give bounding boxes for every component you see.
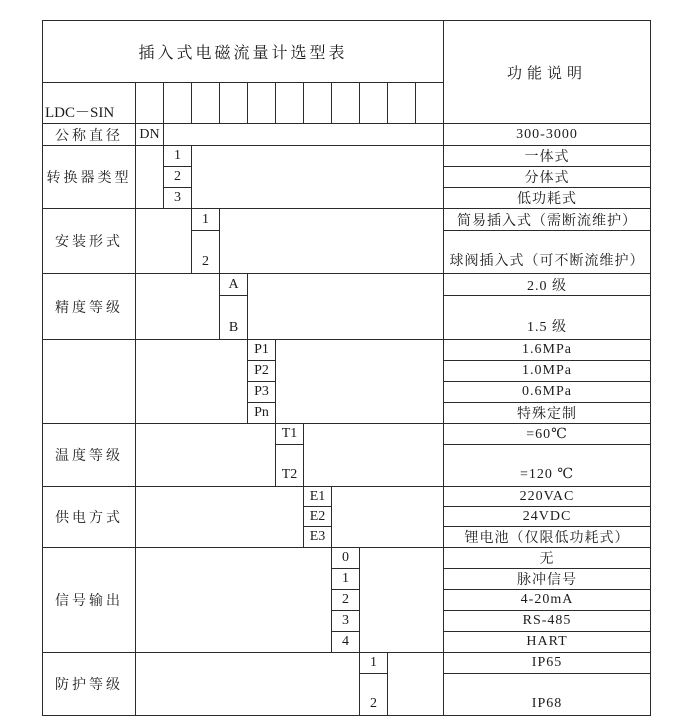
spacer-cell (304, 424, 444, 487)
spacer-cell (136, 340, 248, 424)
model-prefix: LDC－SIN (43, 83, 136, 124)
spacer-cell (136, 487, 304, 548)
spacer-cell (276, 340, 444, 424)
desc-cell: 锂电池（仅限低功耗式） (444, 527, 651, 548)
code-cell: 2 (192, 231, 220, 274)
model-code-box (276, 83, 304, 124)
function-header: 功能说明 (444, 21, 651, 124)
table-title: 插入式电磁流量计选型表 (43, 21, 444, 83)
code-cell: 3 (164, 188, 192, 209)
code-cell: E3 (304, 527, 332, 548)
model-code-box (220, 83, 248, 124)
group-label-converter-type: 转换器类型 (43, 146, 136, 209)
model-code-box (360, 83, 388, 124)
code-cell: P2 (248, 361, 276, 382)
desc-cell: 低功耗式 (444, 188, 651, 209)
desc-cell: =60℃ (444, 424, 651, 445)
code-cell: 3 (332, 611, 360, 632)
desc-cell: IP65 (444, 653, 651, 674)
code-cell: 1 (192, 209, 220, 231)
code-cell: T1 (276, 424, 304, 445)
spacer-cell (220, 209, 444, 274)
desc-cell: 300-3000 (444, 124, 651, 146)
code-cell: 1 (332, 569, 360, 590)
code-cell: 2 (164, 167, 192, 188)
group-label-diameter: 公称直径 (43, 124, 136, 146)
model-code-box (304, 83, 332, 124)
desc-cell: 分体式 (444, 167, 651, 188)
code-cell: 1 (164, 146, 192, 167)
code-cell: 0 (332, 548, 360, 569)
desc-cell: 脉冲信号 (444, 569, 651, 590)
desc-cell: 1.5 级 (444, 296, 651, 340)
spacer-cell (136, 274, 220, 340)
model-code-box (416, 83, 444, 124)
code-cell: DN (136, 124, 164, 146)
spacer-cell (136, 209, 192, 274)
spacer-cell (360, 548, 444, 653)
desc-cell: 2.0 级 (444, 274, 651, 296)
group-label-signal-output: 信号输出 (43, 548, 136, 653)
model-code-box (136, 83, 164, 124)
selection-table (42, 20, 651, 716)
desc-cell: 球阀插入式（可不断流维护） (444, 231, 651, 274)
code-cell: E1 (304, 487, 332, 507)
spacer-cell (136, 653, 360, 716)
desc-cell: IP68 (444, 674, 651, 716)
group-label-protection: 防护等级 (43, 653, 136, 716)
desc-cell: 4-20mA (444, 590, 651, 611)
model-code-box (192, 83, 220, 124)
desc-cell: 1.6MPa (444, 340, 651, 361)
spacer-cell (388, 653, 444, 716)
spacer-cell (136, 424, 276, 487)
desc-cell: =120 ℃ (444, 445, 651, 487)
desc-cell: 24VDC (444, 507, 651, 527)
model-code-box (248, 83, 276, 124)
desc-cell: 1.0MPa (444, 361, 651, 382)
desc-cell: HART (444, 632, 651, 653)
code-cell: 2 (332, 590, 360, 611)
code-cell: P1 (248, 340, 276, 361)
code-cell: B (220, 296, 248, 340)
code-cell: 1 (360, 653, 388, 674)
model-code-box (164, 83, 192, 124)
desc-cell: 无 (444, 548, 651, 569)
code-cell: E2 (304, 507, 332, 527)
desc-cell: 简易插入式（需断流维护） (444, 209, 651, 231)
spacer-cell (192, 146, 444, 209)
code-cell: 2 (360, 674, 388, 716)
spacer-cell (164, 124, 444, 146)
spacer-cell (248, 274, 444, 340)
desc-cell: 一体式 (444, 146, 651, 167)
group-label-power-supply: 供电方式 (43, 487, 136, 548)
group-label-pressure (43, 340, 136, 424)
desc-cell: 220VAC (444, 487, 651, 507)
code-cell: A (220, 274, 248, 296)
spacer-cell (136, 146, 164, 209)
desc-cell: 0.6MPa (444, 382, 651, 403)
model-code-box (332, 83, 360, 124)
code-cell: Pn (248, 403, 276, 424)
spacer-cell (136, 548, 332, 653)
code-cell: P3 (248, 382, 276, 403)
code-cell: T2 (276, 445, 304, 487)
group-label-temperature: 温度等级 (43, 424, 136, 487)
model-code-box (388, 83, 416, 124)
group-label-install-form: 安装形式 (43, 209, 136, 274)
code-cell: 4 (332, 632, 360, 653)
desc-cell: 特殊定制 (444, 403, 651, 424)
desc-cell: RS-485 (444, 611, 651, 632)
group-label-accuracy: 精度等级 (43, 274, 136, 340)
spacer-cell (332, 487, 444, 548)
